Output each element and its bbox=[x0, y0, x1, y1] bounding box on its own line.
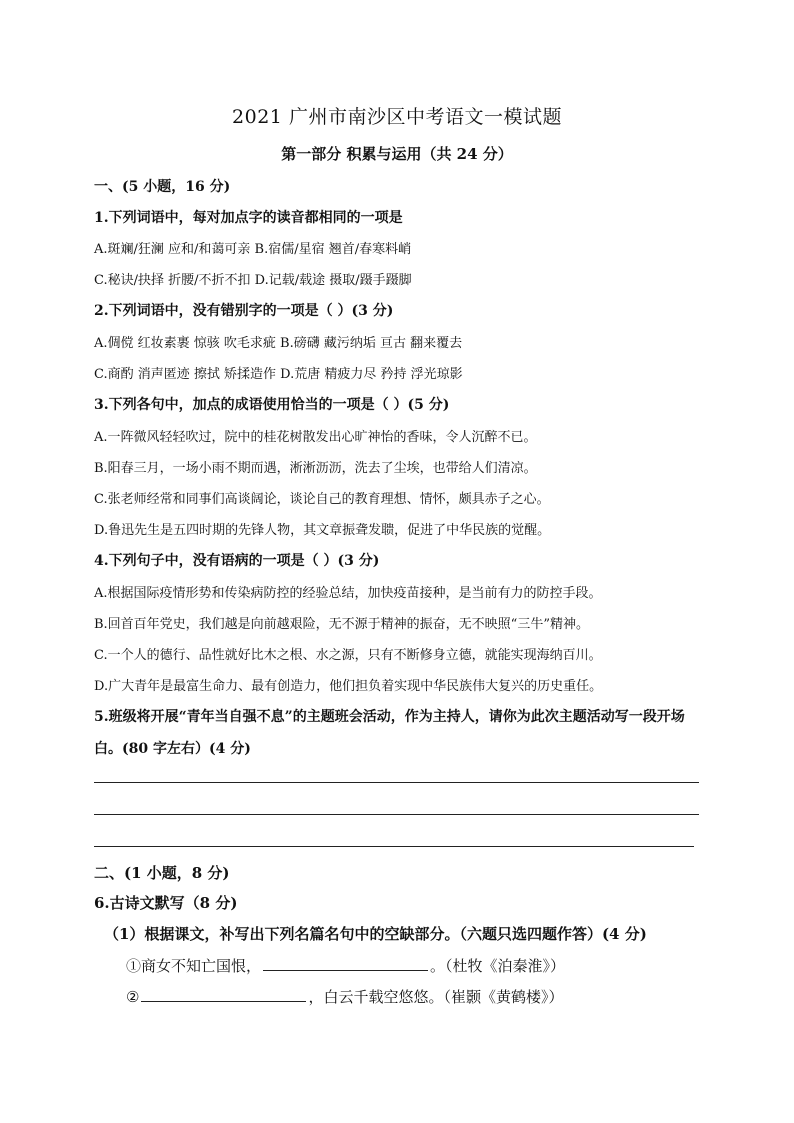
q2-options-line1: A.倜傥 红妆素裹 惊骇 吹毛求疵 B.磅礴 藏污纳垢 亘古 翻来覆去 bbox=[94, 336, 463, 351]
q4-option-c: C.一个人的德行、品性就好比木之根、水之源，只有不断修身立德，就能实现海纳百川。 bbox=[94, 648, 602, 663]
section1-heading: 一、(5 小题，16 分) bbox=[94, 179, 231, 195]
q6-stem: 6.古诗文默写（8 分) bbox=[94, 894, 238, 912]
q6-item2-prefix: ② bbox=[126, 988, 140, 1006]
answer-line[interactable] bbox=[94, 782, 699, 783]
q3-stem: 3.下列各句中，加点的成语使用恰当的一项是（ ）(5 分) bbox=[94, 397, 450, 413]
q6-item1 bbox=[126, 955, 565, 976]
q3-option-a: A.一阵微风轻轻吹过，院中的桂花树散发出心旷神怡的香味，令人沉醉不已。 bbox=[94, 430, 537, 445]
q4-option-d: D.广大青年是最富生命力、最有创造力，他们担负着实现中华民族伟大复兴的历史重任。 bbox=[94, 679, 603, 694]
q1-options-line1: A.斑斓/狂澜 应和/和蔼可亲 B.宿儒/星宿 翘首/春寒料峭 bbox=[94, 242, 412, 257]
q5-stem-line1: 5.班级将开展“青年当自强不息”的主题班会活动，作为主持人，请你为此次主题活动写一段开场 bbox=[94, 709, 685, 725]
q2-stem: 2.下列词语中，没有错别字的一项是（ ）(3 分) bbox=[94, 303, 394, 319]
answer-line[interactable] bbox=[94, 814, 699, 815]
q3-option-b: B.阳春三月，一场小雨不期而遇，淅淅沥沥，洗去了尘埃，也带给人们清凉。 bbox=[94, 461, 537, 476]
q4-stem: 4.下列句子中，没有语病的一项是（ ）(3 分) bbox=[94, 553, 380, 569]
q1-stem: 1.下列词语中，每对加点字的读音都相同的一项是 bbox=[94, 210, 403, 226]
q1-options-line2: C.秘诀/抉择 折腰/不折不扣 D.记载/载途 摄取/蹑手蹑脚 bbox=[94, 273, 412, 288]
page-title: 2021 广州市南沙区中考语文一模试题 bbox=[232, 106, 562, 128]
q4-option-b: B.回首百年党史，我们越是向前越艰险，无不源于精神的振奋，无不映照“三牛”精神。 bbox=[94, 617, 589, 632]
q5-stem-line2: 白。(80 字左右）(4 分) bbox=[94, 741, 251, 757]
section2-heading: 二、(1 小题，8 分) bbox=[94, 864, 230, 882]
q6-item1-prefix: ①商女不知亡国恨， bbox=[126, 957, 262, 975]
q4-option-a: A.根据国际疫情形势和传染病防控的经验总结，加快疫苗接种，是当前有力的防控手段。 bbox=[94, 586, 602, 601]
q3-option-c: C.张老师经常和同事们高谈阔论，谈论自己的教育理想、情怀，颇具赤子之心。 bbox=[94, 492, 550, 507]
q6-item2 bbox=[126, 986, 563, 1007]
section-subtitle: 第一部分 积累与运用（共 24 分） bbox=[281, 145, 513, 163]
q6-item1-suffix: 。（杜牧《泊秦淮》） bbox=[430, 957, 566, 975]
fill-blank[interactable] bbox=[141, 987, 306, 1002]
q6-part1-instruction: （1）根据课文，补写出下列名篇名句中的空缺部分。（六题只选四题作答）(4 分) bbox=[104, 925, 647, 943]
answer-line[interactable] bbox=[94, 846, 694, 847]
fill-blank[interactable] bbox=[263, 956, 428, 971]
q2-options-line2: C.商酌 消声匿迹 擦拭 矫揉造作 D.荒唐 精疲力尽 矜持 浮光琼影 bbox=[94, 367, 463, 382]
q6-item2-suffix: ，白云千载空悠悠。（崔颢《黄鹤楼》） bbox=[308, 988, 564, 1006]
q3-option-d: D.鲁迅先生是五四时期的先锋人物，其文章振聋发聩，促进了中华民族的觉醒。 bbox=[94, 523, 551, 538]
